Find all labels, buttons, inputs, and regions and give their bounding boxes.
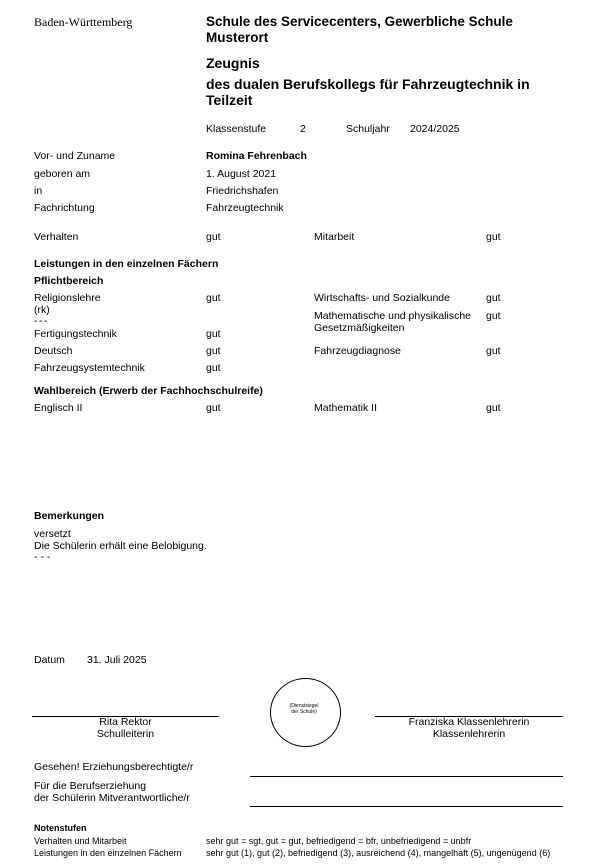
remark-line: Die Schülerin erhält eine Belobigung. (34, 539, 207, 552)
birth-date-label: geboren am (34, 168, 91, 180)
conduct-scale: sehr gut = sgt, gut = gut, befriedigend = bfr, unbefriedigend = unbfr (206, 836, 472, 846)
subject-name: Fertigungstechnik (34, 328, 117, 340)
remark-line: - - - (34, 551, 51, 563)
subject-grade: gut (486, 345, 501, 357)
guardian-signature-line (250, 776, 563, 777)
remark-line: versetzt (34, 528, 71, 540)
vocational-label (34, 781, 190, 804)
behavior-grade: gut (206, 231, 221, 243)
seal-text: (Dienstsiegel der Schule) (289, 703, 319, 715)
subject-name: Religionslehre (34, 292, 101, 304)
school-seal (270, 678, 341, 747)
participation-grade: gut (486, 231, 501, 243)
performance-heading: Leistungen in den einzelnen Fächern (34, 258, 219, 270)
behavior-label: Verhalten (34, 231, 79, 243)
date-value: 31. Juli 2025 (87, 654, 147, 666)
principal-role: Schulleiterin (96, 727, 155, 740)
remarks-heading: Bemerkungen (34, 510, 105, 522)
teacher-role: Klassenlehrerin (432, 727, 506, 740)
remarks-text (34, 529, 207, 564)
state-name: Baden-Württemberg (34, 15, 133, 29)
student-name: Romina Fehrenbach (206, 150, 307, 162)
specialization: Fahrzeugtechnik (206, 202, 284, 214)
vocational-label-line: Für die Berufserziehung (34, 780, 147, 792)
school-year-value: 2024/2025 (410, 123, 460, 135)
guardian-label: Gesehen! Erziehungsberechtigte/r (34, 761, 194, 773)
subject-grade: gut (486, 292, 501, 304)
document-title: Zeugnis (206, 55, 260, 71)
participation-label: Mitarbeit (314, 231, 355, 243)
grade-level-value: 2 (300, 123, 306, 135)
subject-grade: gut (206, 345, 221, 357)
subject-name: Mathematische und physikalische Gesetzmäßigkeiten (314, 310, 471, 334)
subject-name: Fahrzeugsystemtechnik (34, 362, 145, 374)
principal-name: Rita Rektor (99, 716, 152, 728)
school-name: Schule des Servicecenters, Gewerbliche Schule Musterort (206, 14, 513, 45)
subject-name: Deutsch (34, 345, 73, 357)
teacher-name: Franziska Klassenlehrerin (408, 716, 530, 728)
elective-heading: Wahlbereich (Erwerb der Fachhochschulreife) (34, 385, 263, 397)
subject-name: Wirtschafts- und Sozialkunde (314, 292, 450, 304)
principal-signature (32, 717, 219, 740)
subject-grade: gut (486, 310, 501, 322)
subject-grade: gut (206, 328, 221, 340)
document-subtitle: des dualen Berufskollegs für Fahrzeugtechnik in Teilzeit (206, 76, 530, 108)
teacher-signature (375, 717, 563, 740)
grading-scale-heading: Notenstufen (34, 823, 87, 833)
subject-religion (34, 293, 101, 328)
subject-note: (rk) (34, 303, 50, 316)
vocational-label-line: der Schülerin Mitverantwortliche/r (34, 791, 190, 804)
birth-place-label: in (34, 185, 43, 197)
performance-scale-label: Leistungen in den einzelnen Fächern (34, 848, 182, 858)
subject-grade: gut (206, 402, 221, 414)
student-name-label: Vor- und Zuname (34, 150, 116, 162)
subject-name: Fahrzeugdiagnose (314, 345, 401, 357)
subject-name: Mathematik II (314, 402, 378, 414)
subject-grade: gut (486, 402, 501, 414)
birth-place: Friedrichshafen (206, 185, 279, 197)
subject-name: Englisch II (34, 402, 83, 414)
conduct-scale-label: Verhalten und Mitarbeit (34, 836, 127, 846)
vocational-signature-line (250, 806, 563, 807)
date-label: Datum (34, 654, 65, 666)
mandatory-heading: Pflichtbereich (34, 275, 104, 287)
school-year-label: Schuljahr (346, 123, 390, 135)
subject-grade: gut (206, 292, 221, 304)
performance-scale: sehr gut (1), gut (2), befriedigend (3), ausreichend (4), mangelhaft (5), ungenügend (6) (206, 848, 551, 858)
grade-level-label: Klassenstufe (206, 123, 267, 135)
birth-date: 1. August 2021 (206, 168, 277, 180)
subject-grade: gut (206, 362, 221, 374)
subject-note-dashes: --- (34, 315, 49, 327)
specialization-label: Fachrichtung (34, 202, 95, 214)
